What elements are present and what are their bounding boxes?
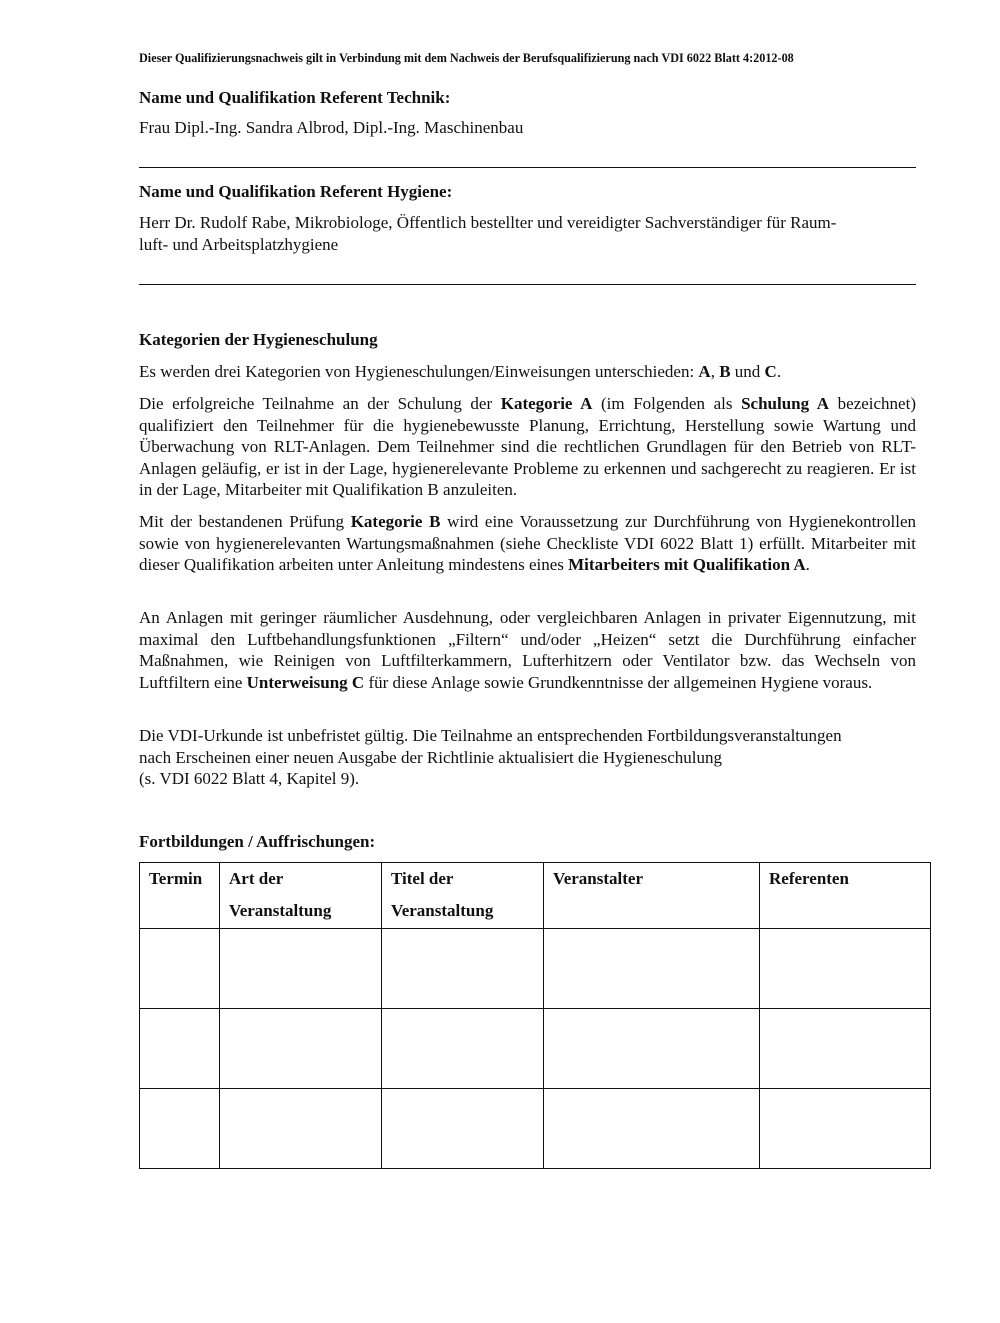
hygiene-text-line2: luft- und Arbeitsplatzhygiene <box>139 235 339 254</box>
table-cell <box>140 929 220 1009</box>
divider <box>139 167 916 168</box>
table-cell <box>760 1009 931 1089</box>
divider <box>139 284 916 285</box>
table-cell <box>140 1009 220 1089</box>
header-note: Dieser Qualifizierungsnachweis gilt in Verbindung mit dem Nachweis der Berufsqualifizierung nach VDI 6022 Blatt 4:2012-08 <box>139 51 794 65</box>
column-header-veranstalter: Veranstalter <box>544 863 760 929</box>
table-cell <box>220 1089 382 1169</box>
table-row <box>140 929 931 1009</box>
technik-heading: Name und Qualifikation Referent Technik: <box>139 88 451 107</box>
hygiene-heading: Name und Qualifikation Referent Hygiene: <box>139 182 453 201</box>
table-cell <box>544 1089 760 1169</box>
table-cell <box>382 1009 544 1089</box>
column-header-referenten: Referenten <box>760 863 931 929</box>
table-header-row <box>140 863 931 929</box>
table-cell <box>382 1089 544 1169</box>
technik-text: Frau Dipl.-Ing. Sandra Albrod, Dipl.-Ing. Maschinenbau <box>139 118 524 137</box>
kategorie-a-paragraph: Die erfolgreiche Teilnahme an der Schulung der Kategorie A (im Folgenden als Schulung A bezeichnet) qualifiziert den Teilnehmer für die hygienebewusste Planung, Errichtung, Herstellung sowie Wartung und Überwachung von RLT-Anlagen. Dem Teilnehmer sind die rechtlichen Grundlagen für den Betrieb von RLT-Anlagen geläufig, er ist in der Lage, hygienerelevante Probleme zu erkennen und sachgerecht zu reagieren. Er ist in der Lage, Mitarbeiter mit Qualifikation B anzuleiten. <box>139 394 916 500</box>
table-cell <box>382 929 544 1009</box>
column-header-termin: Termin <box>140 863 220 929</box>
column-header-titel: Titel der Veranstaltung <box>382 863 544 929</box>
fortbildungen-heading: Fortbildungen / Auffrischungen: <box>139 832 376 851</box>
table-cell <box>760 929 931 1009</box>
table-cell <box>220 929 382 1009</box>
table-cell <box>140 1089 220 1169</box>
column-header-art: Art der Veranstaltung <box>220 863 382 929</box>
kategorie-c-paragraph: An Anlagen mit geringer räumlicher Ausdehnung, oder vergleichbaren Anlagen in privater Eigennutzung, mit maximal den Luftbehandlungsfunktionen „Filtern“ und/oder „Heizen“ setzt die Durchführung einfacher Maßnahmen, wie Reinigen von Luftfilterkammern, Lufterhitzern oder Ventilator bzw. das Wechseln von Luftfiltern eine Unterweisung C für diese Anlage sowie Grundkenntnisse der allgemeinen Hygiene voraus. <box>139 608 916 692</box>
table-row <box>140 1089 931 1169</box>
fortbildungen-table <box>139 862 931 1169</box>
table-cell <box>544 1009 760 1089</box>
kategorien-intro-paragraph: Es werden drei Kategorien von Hygieneschulungen/Einweisungen unterschieden: A, B und C. <box>139 362 782 381</box>
kategorie-b-paragraph: Mit der bestandenen Prüfung Kategorie B wird eine Voraussetzung zur Durchführung von Hygienekontrollen sowie von hygienerelevanten Wartungsmaßnahmen (siehe Checkliste VDI 6022 Blatt 1) erfüllt. Mitarbeiter mit dieser Qualifikation arbeiten unter Anleitung mindestens eines Mitarbeiters mit Qualifikation A. <box>139 512 916 575</box>
table-cell <box>220 1009 382 1089</box>
table-cell <box>760 1089 931 1169</box>
table-row <box>140 1009 931 1089</box>
hygiene-text-line1: Herr Dr. Rudolf Rabe, Mikrobiologe, Öffentlich bestellter und vereidigter Sachverständiger für Raum- <box>139 213 837 232</box>
table-cell <box>544 929 760 1009</box>
gueltigkeit-paragraph: Die VDI-Urkunde ist unbefristet gültig. Die Teilnahme an entsprechenden Fortbildungsveranstaltungen nach Erscheinen einer neuen Ausgabe der Richtlinie aktualisiert die Hygieneschulung (s. VDI 6022 Blatt 4, Kapitel 9). <box>139 726 842 789</box>
kategorien-heading: Kategorien der Hygieneschulung <box>139 330 378 349</box>
